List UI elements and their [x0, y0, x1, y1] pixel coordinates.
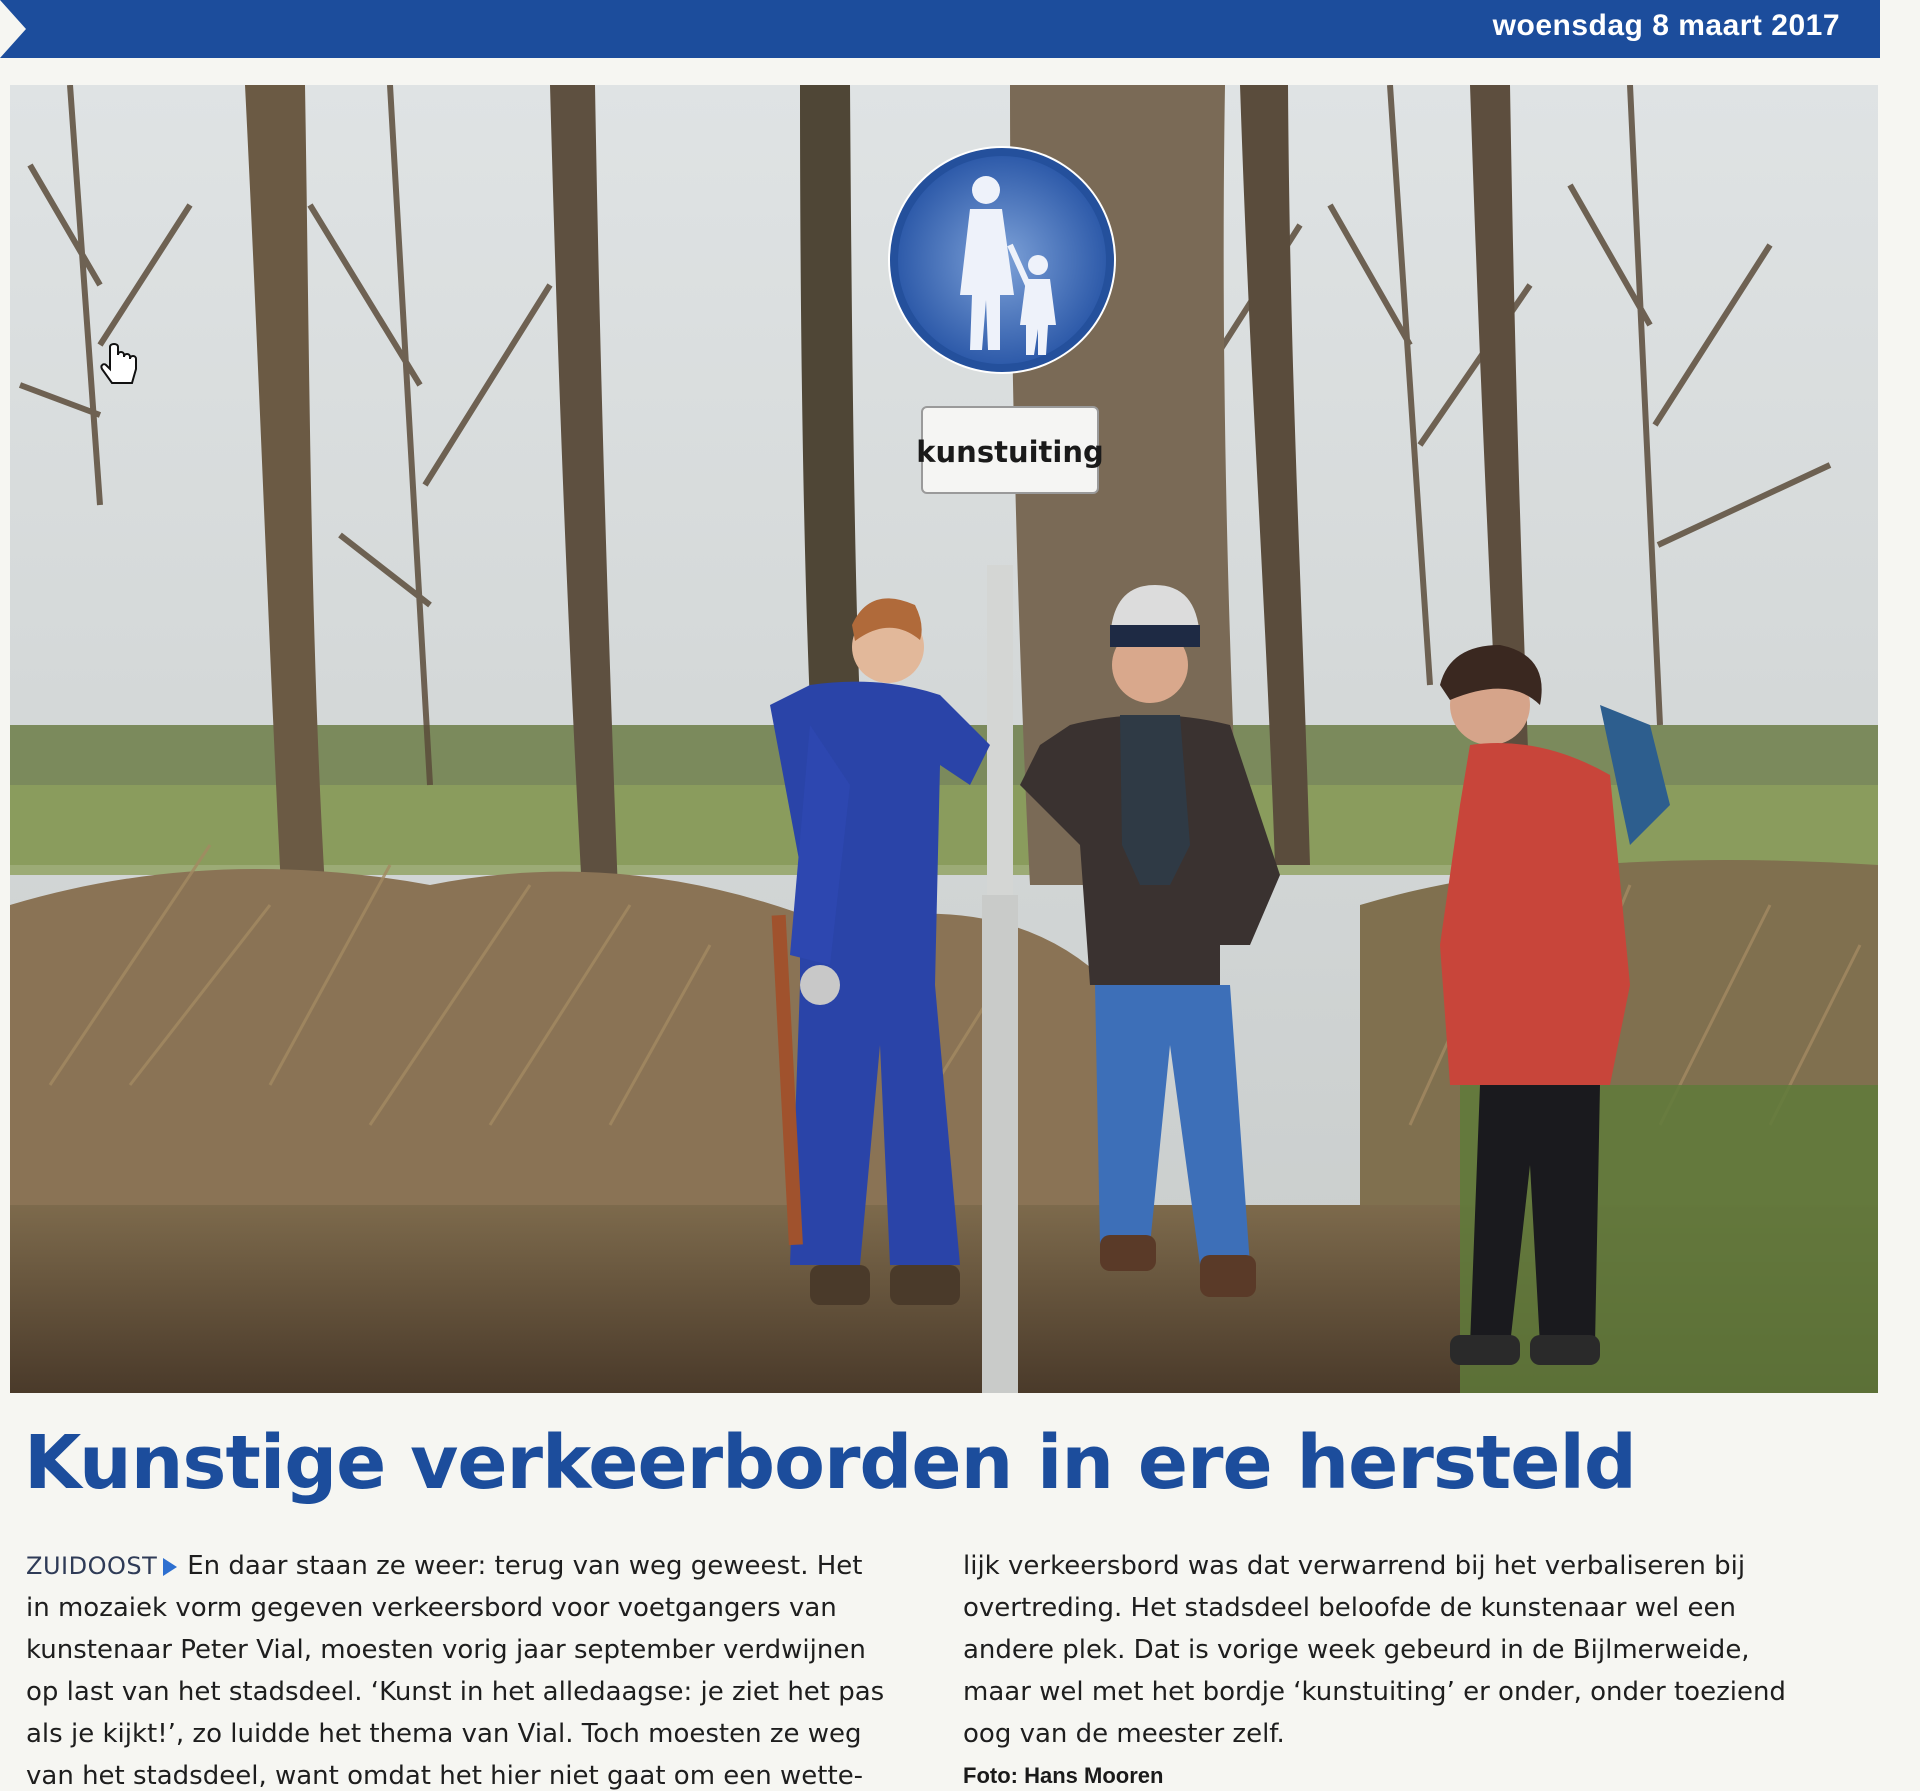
- issue-date: woensdag 8 maart 2017: [1492, 9, 1840, 42]
- photo-illustration: [10, 85, 1878, 1393]
- article-line: als je kijkt!’, zo luidde het thema van Vial. Toch moesten ze weg: [26, 1719, 862, 1749]
- article-line: andere plek. Dat is vorige week gebeurd in de Bijlmerweide,: [963, 1635, 1750, 1665]
- sign-plate-text: kunstuiting: [916, 435, 1104, 469]
- article-line: overtreding. Het stadsdeel beloofde de kunstenaar wel een: [963, 1593, 1736, 1623]
- article-column-left: [26, 1545, 926, 1791]
- article-line: op last van het stadsdeel. ‘Kunst in het alledaagse: je ziet het pas: [26, 1677, 885, 1707]
- article-line: kunstenaar Peter Vial, moesten vorig jaar september verdwijnen: [26, 1635, 866, 1665]
- article-photo: [10, 85, 1878, 1393]
- article-line: lijk verkeersbord was dat verwarrend bij het verbaliseren bij: [963, 1551, 1746, 1581]
- dateline-arrow-icon: [163, 1558, 177, 1576]
- article-line: oog van de meester zelf.: [963, 1719, 1285, 1749]
- article-line: in mozaiek vorm gegeven verkeersbord voor voetgangers van: [26, 1593, 837, 1623]
- article-line: van het stadsdeel, want omdat het hier niet gaat om een wette-: [26, 1761, 864, 1791]
- article-body: [26, 1545, 1866, 1791]
- dateline: ZUIDOOST: [26, 1552, 158, 1580]
- article-line: [26, 1545, 926, 1587]
- banner-arrow: [1850, 0, 1880, 58]
- article-line: maar wel met het bordje ‘kunstuiting’ er onder, onder toeziend: [963, 1677, 1786, 1707]
- article-headline: Kunstige verkeerborden in ere hersteld: [24, 1420, 1636, 1506]
- banner-notch: [0, 0, 26, 58]
- article-line-text: En daar staan ze weer: terug van weg geweest. Het: [187, 1551, 863, 1581]
- photo-credit: Foto: Hans Mooren: [963, 1763, 1164, 1788]
- article-column-right: [963, 1545, 1863, 1791]
